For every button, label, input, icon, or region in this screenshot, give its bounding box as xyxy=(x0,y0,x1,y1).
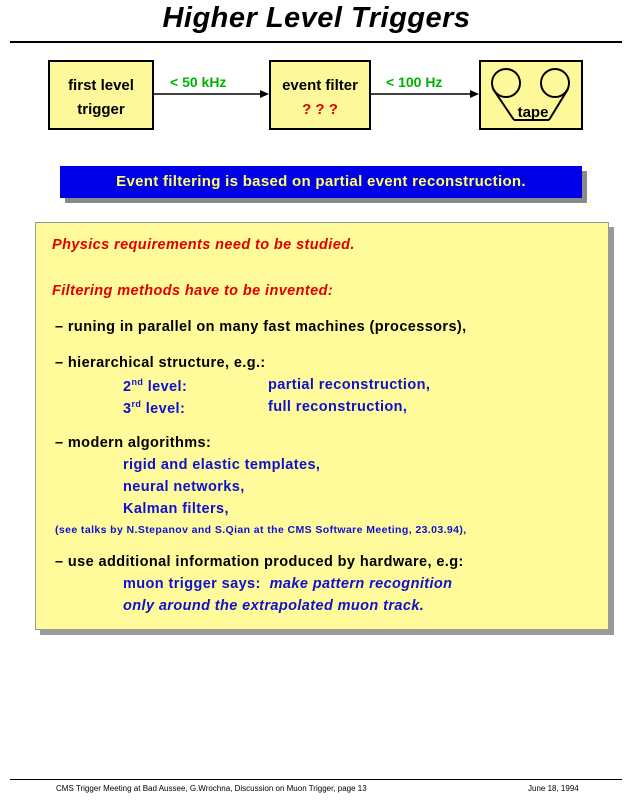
event-filter-question-marks: ? ? ? xyxy=(302,101,338,118)
hardware-information-item: – use additional information produced by hardware, e.g: xyxy=(55,554,464,570)
algorithm-templates: rigid and elastic templates, xyxy=(123,457,321,473)
level-3-value: full reconstruction, xyxy=(268,399,408,415)
level-2-value: partial reconstruction, xyxy=(268,377,431,393)
rate-label-100hz: < 100 Hz xyxy=(386,74,443,90)
footer-rule xyxy=(10,779,622,780)
title-rule xyxy=(10,41,622,43)
first-level-trigger-label-1: first level xyxy=(68,77,134,94)
tape-label: tape xyxy=(517,104,549,121)
level-3-label: 3rd level: xyxy=(123,399,186,417)
filtering-methods-line: Filtering methods have to be invented: xyxy=(52,283,334,299)
muon-track-line: only around the extrapolated muon track. xyxy=(123,598,425,614)
muon-trigger-line: muon trigger says: make pattern recognition xyxy=(123,576,453,592)
footer-date: June 18, 1994 xyxy=(528,784,579,793)
algorithm-kalman-filters: Kalman filters, xyxy=(123,501,229,517)
event-filter-label: event filter xyxy=(282,77,358,94)
footer-left: CMS Trigger Meeting at Bad Aussee, G.Wrochna, Discussion on Muon Trigger, page 13 xyxy=(56,784,367,793)
parallel-processing-item: – runing in parallel on many fast machines (processors), xyxy=(55,319,467,335)
first-level-trigger-box xyxy=(48,60,154,130)
reconstruction-banner: Event filtering is based on partial event reconstruction. xyxy=(60,166,582,198)
hierarchical-structure-item: – hierarchical structure, e.g.: xyxy=(55,355,266,371)
modern-algorithms-item: – modern algorithms: xyxy=(55,435,212,451)
first-level-trigger-label-2: trigger xyxy=(77,101,125,118)
page-title: Higher Level Triggers xyxy=(162,2,471,34)
physics-requirements-line: Physics requirements need to be studied. xyxy=(52,237,355,253)
algorithm-neural-networks: neural networks, xyxy=(123,479,245,495)
talks-reference: (see talks by N.Stepanov and S.Qian at the CMS Software Meeting, 23.03.94), xyxy=(55,524,467,536)
level-2-label: 2nd level: xyxy=(123,377,188,395)
event-filter-box xyxy=(269,60,371,130)
rate-label-50khz: < 50 kHz xyxy=(170,74,227,90)
